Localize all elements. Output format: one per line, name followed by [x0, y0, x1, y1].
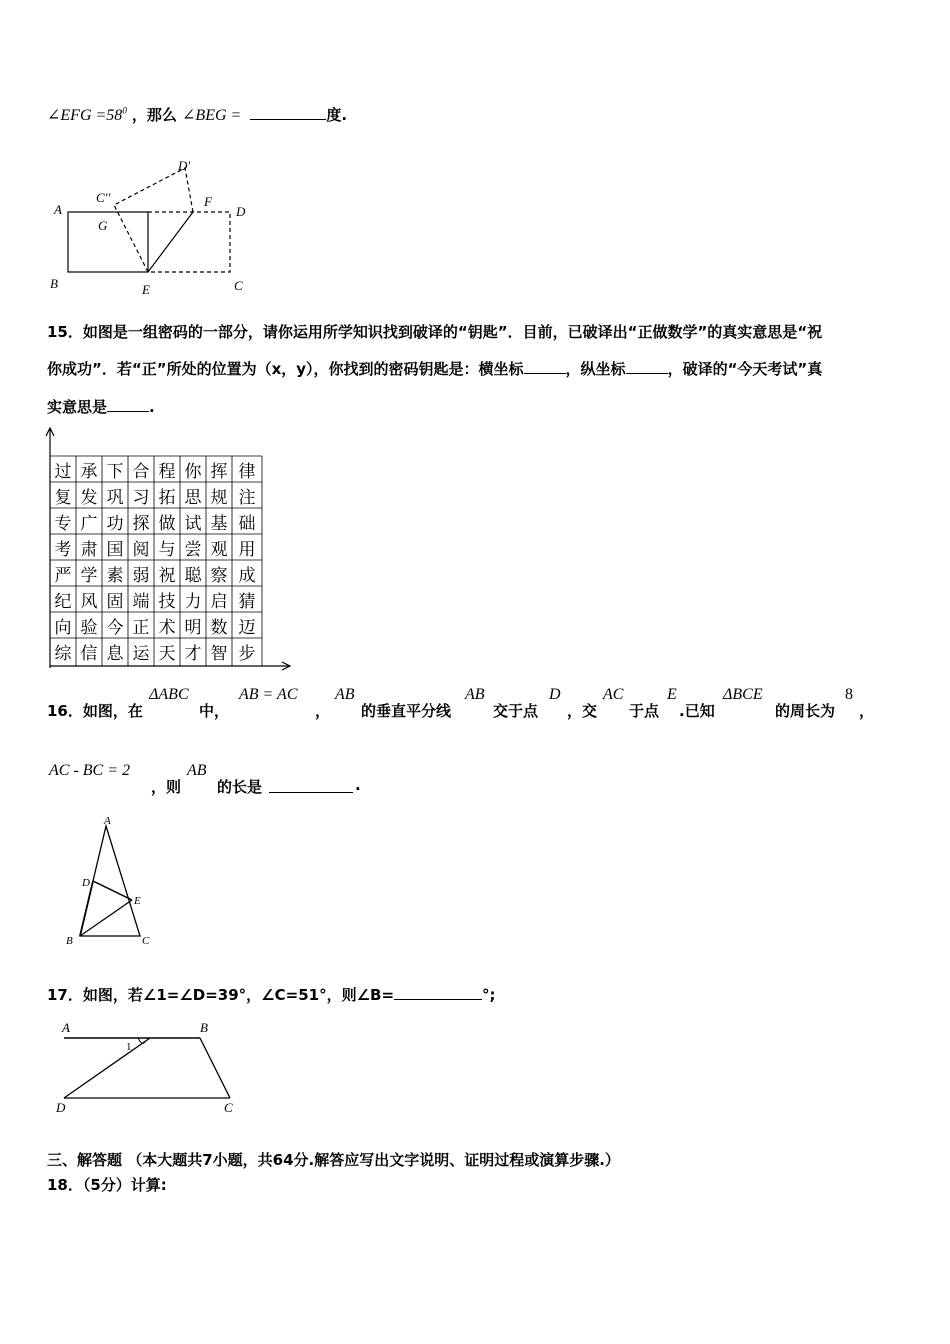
grid-cell: 运 [132, 643, 150, 664]
q16-p1: 16．如图，在 [47, 702, 143, 720]
grid-cell: 学 [80, 565, 98, 586]
grid-cell: 肃 [80, 539, 98, 560]
fig14-label-C: C [234, 278, 243, 293]
q14-answer-blank[interactable] [250, 105, 326, 120]
q16-p5: 交于点 [493, 702, 539, 720]
grid-cell: 力 [184, 591, 202, 612]
grid-cell: 聪 [184, 565, 202, 586]
q16-p3: ， [315, 702, 331, 720]
fig14-label-G: G [98, 218, 108, 233]
fig17-label-A: A [62, 1020, 70, 1035]
grid-cell: 术 [158, 617, 176, 638]
grid-cell: 观 [210, 539, 228, 560]
grid-cell: 尝 [184, 539, 202, 560]
grid-cell: 严 [54, 565, 72, 586]
q16-m5: D [549, 686, 561, 703]
grid-cell: 拓 [158, 487, 176, 508]
fig14-rect-solid [68, 212, 148, 272]
fig16-triangle [60, 812, 160, 952]
grid-cell: 察 [210, 565, 228, 586]
grid-cell: 风 [80, 591, 98, 612]
q16-m4: AB [465, 686, 485, 703]
grid-cell: 试 [184, 513, 202, 534]
q16-p6: ，交 [567, 702, 598, 720]
grid-cell: 律 [238, 461, 256, 482]
grid-cell: 用 [238, 539, 256, 560]
q16-p2: 中， [199, 702, 230, 720]
grid-cell: 明 [184, 617, 202, 638]
q14-text2: 度. [326, 106, 348, 124]
q18-text: 18．（5分）计算: [47, 1176, 167, 1194]
grid-cell: 考 [54, 539, 72, 560]
fig14-folded-rectangle [40, 150, 270, 300]
grid-cell: 复 [54, 487, 72, 508]
fig14-label-E: E [142, 282, 150, 297]
grid-cell: 息 [106, 643, 124, 664]
grid-cell: 合 [132, 461, 150, 482]
fig17-trapezoid [50, 1016, 250, 1116]
q17-line [47, 984, 496, 1005]
grid-cell: 基 [210, 513, 228, 534]
q14-tail [47, 104, 347, 125]
fig14-label-B: B [50, 276, 58, 291]
grid-cell: 步 [238, 643, 256, 664]
grid-cell: 广 [80, 513, 98, 534]
grid-cell: 础 [238, 513, 256, 534]
q15-line2-c: ，破译的“今天考试”真 [667, 360, 823, 378]
q14-condition: ∠EFG $=58^0$ [47, 105, 127, 124]
q16-m10: AC - BC = 2 [49, 762, 131, 779]
grid-cell: 验 [80, 617, 98, 638]
fig14-label-D1: D′ [178, 158, 191, 173]
q16-p9: 的周长为 [775, 702, 836, 720]
q15-line3 [47, 396, 155, 417]
q16-m6: AC [603, 686, 624, 703]
q16-answer-blank[interactable] [269, 778, 353, 793]
q16-m3: AB [335, 686, 355, 703]
grid-cell: 过 [54, 461, 72, 482]
grid-cell: 承 [80, 461, 98, 482]
fig14-label-F: F [204, 194, 212, 209]
grid-cell: 才 [184, 643, 202, 664]
q16-p13: . [355, 776, 361, 794]
q16-m1: ΔABC [149, 686, 189, 703]
q17-text-a: 17．如图，若∠1=∠D=39°，∠C=51°，则∠B= [47, 986, 395, 1004]
grid-cell: 今 [106, 617, 124, 638]
grid-cell: 祝 [158, 565, 176, 586]
q15-line1: 15．如图是一组密码的一部分，请你运用所学知识找到破译的“钥匙”．目前，已破译出“正做数学”的真实意思是“祝 [47, 323, 823, 341]
fig14-fold-dashed [114, 168, 193, 272]
grid-cell: 端 [132, 591, 150, 612]
q16-p10: ， [859, 702, 875, 720]
grid-cell: 与 [158, 539, 176, 560]
fig16-label-B: B [66, 935, 73, 947]
grid-cell: 国 [106, 539, 124, 560]
grid-cell: 发 [80, 487, 98, 508]
grid-cell: 做 [158, 513, 176, 534]
fig14-label-D: D [236, 204, 246, 219]
q16-m8: ΔBCE [723, 686, 763, 703]
fig16-label-A: A [104, 815, 111, 827]
grid-cell: 探 [132, 513, 150, 534]
q15-x-blank[interactable] [524, 359, 566, 374]
q17-text-b: °; [482, 986, 496, 1004]
grid-cell: 阅 [132, 539, 150, 560]
grid-cell: 程 [158, 461, 176, 482]
q16-p8: .已知 [679, 702, 715, 720]
q15-y-blank[interactable] [626, 359, 668, 374]
grid-cell: 正 [132, 617, 150, 638]
fig17-label-D: D [56, 1100, 66, 1115]
grid-cell: 迈 [238, 617, 256, 638]
fig17-label-C: C [224, 1100, 233, 1115]
grid-cell: 习 [132, 487, 150, 508]
fig17-label-B: B [200, 1020, 208, 1035]
grid-cell: 成 [238, 565, 256, 586]
q14-ask: ∠BEG = [182, 107, 242, 124]
fig16-label-C: C [142, 935, 150, 947]
fig17-angle-1-arc [138, 1038, 145, 1043]
grid-cell: 规 [210, 487, 228, 508]
cipher-grid-figure [40, 424, 300, 674]
fig14-rect-dashed [148, 212, 230, 272]
fig14-line-EF [148, 212, 193, 272]
q16-m9: 8 [845, 686, 853, 703]
grid-cell: 向 [54, 617, 72, 638]
grid-cell: 天 [158, 643, 176, 664]
grid-cell: 素 [106, 565, 124, 586]
q15-line2-a: 你成功”．若“正”所处的位置为（x，y），你找到的密码钥匙是：横坐标 [47, 360, 524, 378]
grid-cell: 数 [210, 617, 228, 638]
grid-cell: 智 [210, 643, 228, 664]
grid-cell: 你 [184, 461, 202, 482]
fig17-line-BC [200, 1038, 230, 1098]
fig17-line-D-transversal [64, 1038, 150, 1098]
fig14-label-A: A [54, 202, 62, 217]
grid-cell: 弱 [132, 565, 150, 586]
grid-cell: 专 [54, 513, 72, 534]
grid-cell: 思 [184, 487, 202, 508]
q14-text1: ，那么 [131, 106, 177, 124]
q16-p4: 的垂直平分线 [361, 702, 452, 720]
grid-cell: 技 [158, 591, 176, 612]
grid-cell: 猜 [238, 591, 256, 612]
q15-line3-a: 实意思是 [47, 398, 108, 416]
grid-cell: 注 [238, 487, 256, 508]
fig17-label-1: 1 [126, 1041, 132, 1053]
q15-line2 [47, 358, 822, 379]
grid-cell: 挥 [210, 461, 228, 482]
q16-m7: E [667, 686, 677, 703]
q15-line2-b: ，纵坐标 [565, 360, 626, 378]
section3-title: 三、解答题 （本大题共7小题，共64分.解答应写出文字说明、证明过程或演算步骤.） [47, 1151, 620, 1169]
fig16-label-E: E [134, 895, 141, 907]
grid-cell: 固 [106, 591, 124, 612]
q16-m2: AB = AC [239, 686, 298, 703]
grid-cell: 综 [54, 643, 72, 664]
grid-cell: 信 [80, 643, 98, 664]
fig14-label-C2: C′′ [96, 190, 111, 205]
q16-p7: 于点 [629, 702, 660, 720]
q15-line3-b: . [149, 398, 155, 416]
grid-cell: 功 [106, 513, 124, 534]
fig16-label-D: D [82, 877, 90, 889]
grid-cell: 启 [210, 591, 228, 612]
grid-cell: 下 [106, 461, 124, 482]
q16-p12: 的长是 [217, 778, 263, 796]
grid-cell: 巩 [106, 487, 124, 508]
q17-answer-blank[interactable] [394, 985, 482, 1000]
grid-cell: 纪 [54, 591, 72, 612]
q15-meaning-blank[interactable] [107, 397, 149, 412]
q16-m11: AB [187, 762, 207, 779]
q16-p11: ，则 [151, 778, 182, 796]
